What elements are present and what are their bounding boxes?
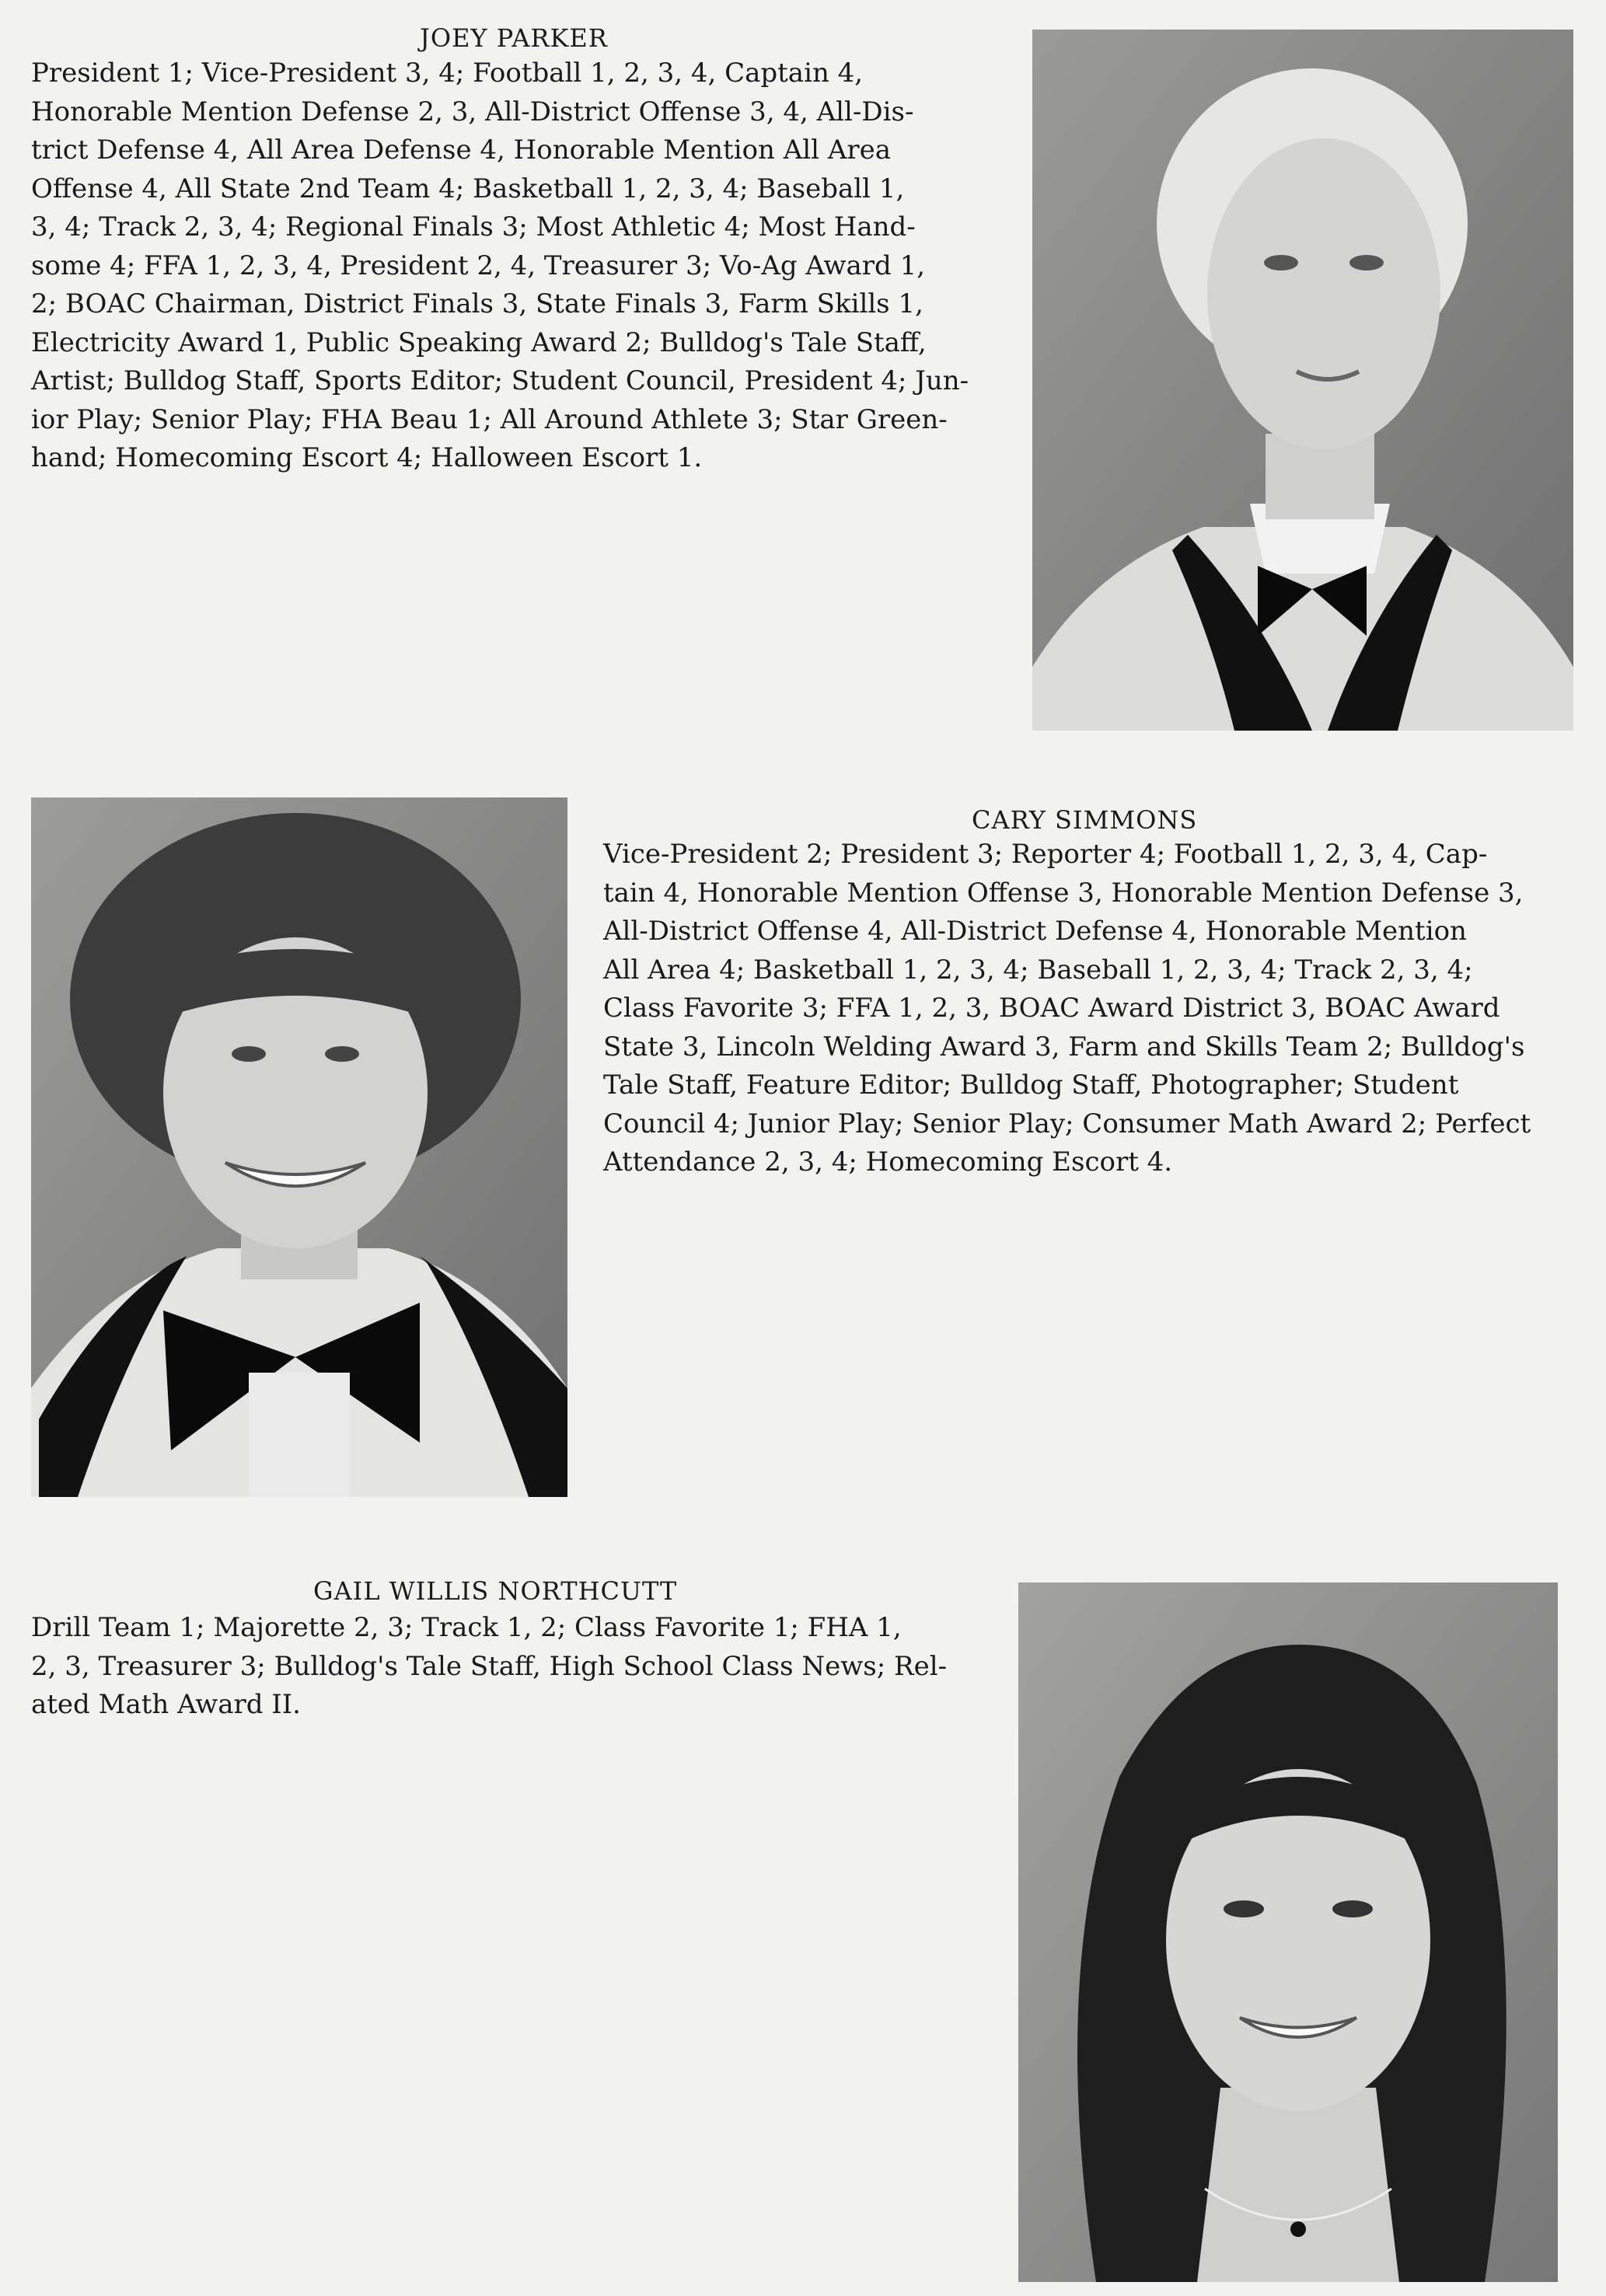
student-activities: Drill Team 1; Majorette 2, 3; Track 1, 2; Class Favorite 1; FHA 1, 2, 3, Treasurer 3; Bulldog's Tale Staff, High School Class News; Rel- ated Math Award II.: [31, 1612, 948, 1720]
student-activities: President 1; Vice-President 3, 4; Football 1, 2, 3, 4, Captain 4, Honorable Mention Defense 2, 3, All-District Offense 3, 4, All-Dis- trict Defense 4, All Area Defense 4, Honorable Mention All Area Offense 4, All State 2nd Team 4; Basketball 1, 2, 3, 4; Baseball 1, 3, 4; Track 2, 3, 4; Regional Finals 3; Most Athletic 4; Most Hand- some 4; FFA 1, 2, 3, 4, President 2, 4, Treasurer 3; Vo-Ag Award 1, 2; BOAC Chairman, District Finals 3, State Finals 3, Farm Skills 1, Electricity Award 1, Public Speaking Award 2; Bulldog's Tale Staff, Artist; Bulldog Staff, Sports Editor; Student Council, President 4; Jun- ior Play; Senior Play; FHA Beau 1; All Around Athlete 3; Star Green- hand; Homecoming Escort 4; Halloween Escort 1.: [31, 58, 969, 473]
student-portrait-photo: [1032, 30, 1573, 731]
student-activities: Vice-President 2; President 3; Reporter 4; Football 1, 2, 3, 4, Cap- tain 4, Honorable Mention Offense 3, Honorable Mention Defense 3, All-District Offense 4, All-District Defense 4, Honorable Mention All Area 4; Basketball 1, 2, 3, 4; Baseball 1, 2, 3, 4; Track 2, 3, 4; Class Favorite 3; FFA 1, 2, 3, BOAC Award District 3, BOAC Award State 3, Lincoln Welding Award 3, Farm and Skills Team 2; Bulldog's Tale Staff, Feature Editor; Bulldog Staff, Photographer; Student Council 4; Junior Play; Senior Play; Consumer Math Award 2; Perfect Attendance 2, 3, 4; Homecoming Escort 4.: [603, 839, 1531, 1178]
student-portrait-photo: [1018, 1582, 1558, 2282]
student-name: GAIL WILLIS NORTHCUTT: [313, 1576, 678, 1606]
student-name: JOEY PARKER: [420, 23, 608, 53]
student-name: CARY SIMMONS: [972, 805, 1198, 835]
student-portrait-photo: [31, 797, 567, 1497]
